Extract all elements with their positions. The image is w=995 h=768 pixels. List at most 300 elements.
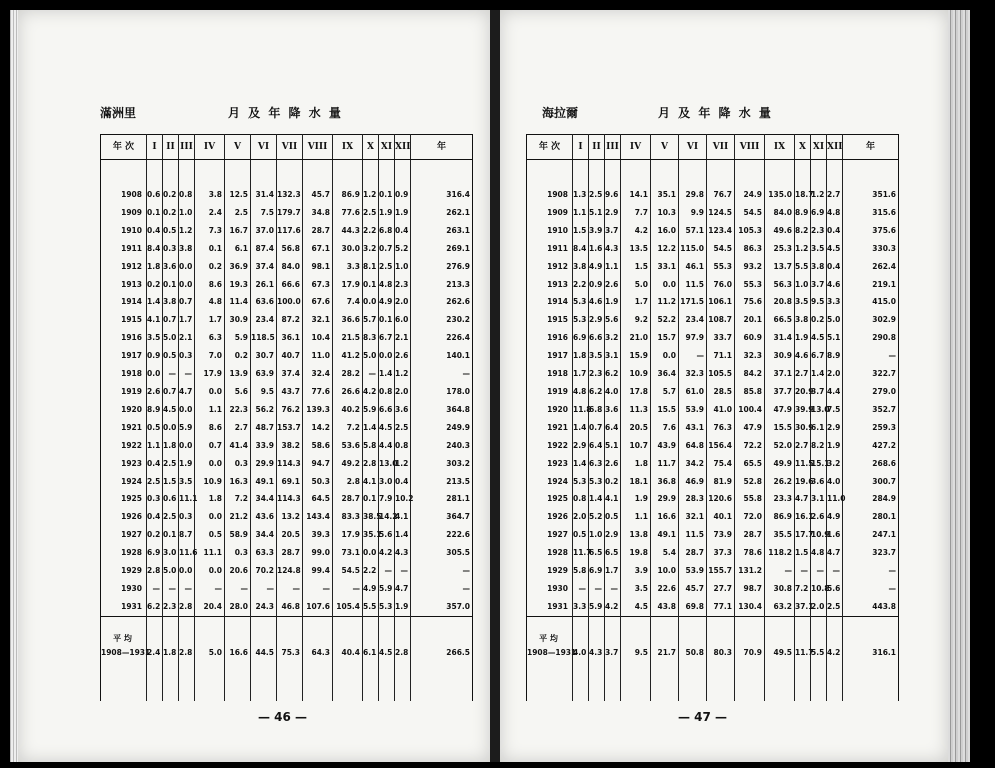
value-cell: 5.4 xyxy=(651,544,679,562)
average-value: 50.8 xyxy=(679,643,707,663)
value-cell: 5.3 xyxy=(573,293,589,311)
spacer-cell xyxy=(843,160,899,187)
value-cell: 28.7 xyxy=(277,544,303,562)
value-cell: 123.4 xyxy=(707,222,735,240)
table-row xyxy=(101,329,473,347)
average-value: 5.5 xyxy=(811,643,827,663)
value-cell: 50.3 xyxy=(303,473,333,491)
value-cell: 8.9 xyxy=(147,401,163,419)
value-cell: 31.4 xyxy=(251,186,277,204)
year-cell: 1922 xyxy=(101,437,147,455)
spacer-cell xyxy=(179,616,195,633)
value-cell: 17.7 xyxy=(795,526,811,544)
value-cell: 28.5 xyxy=(707,383,735,401)
column-header: 年 xyxy=(843,135,899,160)
value-cell: 7.9 xyxy=(379,490,395,508)
value-cell: 269.1 xyxy=(411,240,473,258)
spacer-cell xyxy=(573,616,589,633)
table-row xyxy=(101,293,473,311)
value-cell: 36.4 xyxy=(651,365,679,383)
value-cell: 3.0 xyxy=(163,544,179,562)
value-cell: 98.7 xyxy=(735,580,765,598)
value-cell: 32.3 xyxy=(679,365,707,383)
average-value: 1.8 xyxy=(163,643,179,663)
value-cell: 0.5 xyxy=(163,222,179,240)
value-cell: 8.9 xyxy=(827,347,843,365)
year-cell: 1930 xyxy=(527,580,573,598)
year-cell: 1927 xyxy=(527,526,573,544)
value-cell: 11.7 xyxy=(573,544,589,562)
spacer-cell xyxy=(225,616,251,633)
value-cell: 1.9 xyxy=(621,490,651,508)
value-cell: 3.7 xyxy=(605,222,621,240)
value-cell: 28.2 xyxy=(333,365,363,383)
average-value: 4.2 xyxy=(827,643,843,663)
value-cell: 32.1 xyxy=(303,311,333,329)
value-cell: 2.3 xyxy=(395,276,411,294)
value-cell: 115.0 xyxy=(679,240,707,258)
value-cell: 105.4 xyxy=(333,598,363,616)
value-cell: 0.3 xyxy=(163,240,179,258)
value-cell: 3.5 xyxy=(795,293,811,311)
value-cell: 0.3 xyxy=(225,455,251,473)
table-row xyxy=(527,473,899,491)
value-cell: 0.0 xyxy=(651,276,679,294)
value-cell: 2.7 xyxy=(795,437,811,455)
column-header: 年 次 xyxy=(527,135,573,160)
value-cell: 322.7 xyxy=(843,365,899,383)
year-cell: 1913 xyxy=(527,276,573,294)
value-cell: 1.9 xyxy=(395,204,411,222)
spacer-cell xyxy=(651,633,679,643)
spacer-cell xyxy=(379,663,395,701)
value-cell: 4.1 xyxy=(395,508,411,526)
value-cell: 58.6 xyxy=(303,437,333,455)
table-row xyxy=(527,329,899,347)
value-cell: 118.5 xyxy=(251,329,277,347)
value-cell: 443.8 xyxy=(843,598,899,616)
value-cell: 8.4 xyxy=(573,240,589,258)
value-cell: 0.2 xyxy=(163,186,179,204)
value-cell: 15.1 xyxy=(811,455,827,473)
value-cell: 4.5 xyxy=(379,419,395,437)
spacer-cell xyxy=(795,663,811,701)
value-cell: 47.9 xyxy=(765,401,795,419)
value-cell: 8.2 xyxy=(795,222,811,240)
value-cell: 3.6 xyxy=(811,473,827,491)
value-cell: 2.9 xyxy=(605,526,621,544)
value-cell: 1.5 xyxy=(795,544,811,562)
table-row xyxy=(527,562,899,580)
spacer-cell xyxy=(811,663,827,701)
value-cell: 1.0 xyxy=(589,526,605,544)
value-cell: — xyxy=(411,562,473,580)
value-cell: 4.7 xyxy=(827,544,843,562)
value-cell: 2.2 xyxy=(363,562,379,580)
value-cell: 8.7 xyxy=(179,526,195,544)
value-cell: 0.3 xyxy=(179,508,195,526)
value-cell: — xyxy=(589,580,605,598)
value-cell: 4.5 xyxy=(621,598,651,616)
column-header: VI xyxy=(251,135,277,160)
value-cell: 6.8 xyxy=(379,222,395,240)
value-cell: 11.5 xyxy=(795,455,811,473)
value-cell: 99.0 xyxy=(303,544,333,562)
value-cell: 16.0 xyxy=(651,222,679,240)
value-cell: 98.1 xyxy=(303,258,333,276)
value-cell: 45.7 xyxy=(679,580,707,598)
table-row xyxy=(527,347,899,365)
value-cell: 24.9 xyxy=(735,186,765,204)
year-cell: 1926 xyxy=(101,508,147,526)
value-cell: 4.1 xyxy=(605,490,621,508)
left-page xyxy=(18,10,490,762)
value-cell: 53.9 xyxy=(679,401,707,419)
value-cell: 2.5 xyxy=(395,419,411,437)
spacer-cell xyxy=(765,616,795,633)
table-row xyxy=(101,437,473,455)
value-cell: 0.0 xyxy=(363,293,379,311)
value-cell: 0.1 xyxy=(379,311,395,329)
book-edge-right xyxy=(948,10,970,762)
value-cell: 35.5 xyxy=(765,526,795,544)
value-cell: 3.2 xyxy=(827,455,843,473)
value-cell: 13.7 xyxy=(765,258,795,276)
year-cell: 1921 xyxy=(101,419,147,437)
value-cell: 118.2 xyxy=(765,544,795,562)
value-cell: 37.3 xyxy=(707,544,735,562)
year-cell: 1908 xyxy=(527,186,573,204)
value-cell: 171.5 xyxy=(679,293,707,311)
value-cell: 28.7 xyxy=(735,526,765,544)
value-cell: 14.1 xyxy=(621,186,651,204)
value-cell: 7.5 xyxy=(827,401,843,419)
year-cell: 1928 xyxy=(527,544,573,562)
value-cell: 2.8 xyxy=(179,598,195,616)
value-cell: 9.2 xyxy=(621,311,651,329)
year-cell: 1912 xyxy=(527,258,573,276)
value-cell: 41.4 xyxy=(225,437,251,455)
value-cell: 284.9 xyxy=(843,490,899,508)
spacer-cell xyxy=(179,160,195,187)
spacer-cell xyxy=(303,633,333,643)
value-cell: 1.3 xyxy=(573,186,589,204)
column-header: XI xyxy=(379,135,395,160)
value-cell: 2.6 xyxy=(811,508,827,526)
value-cell: 3.5 xyxy=(621,580,651,598)
value-cell: 28.3 xyxy=(679,490,707,508)
spacer-cell xyxy=(147,616,163,633)
value-cell: 130.4 xyxy=(735,598,765,616)
value-cell: 1.2 xyxy=(395,455,411,473)
value-cell: 3.3 xyxy=(573,598,589,616)
spacer-cell xyxy=(277,160,303,187)
value-cell: 28.7 xyxy=(303,222,333,240)
spacer-cell xyxy=(605,633,621,643)
spacer-cell xyxy=(811,616,827,633)
table-row xyxy=(527,598,899,616)
value-cell: 240.3 xyxy=(411,437,473,455)
value-cell: 11.4 xyxy=(225,293,251,311)
value-cell: 290.8 xyxy=(843,329,899,347)
average-separator xyxy=(527,616,899,633)
value-cell: 12.2 xyxy=(651,240,679,258)
table-row xyxy=(527,258,899,276)
spacer-cell xyxy=(163,663,179,701)
value-cell: 117.6 xyxy=(277,222,303,240)
value-cell: 0.2 xyxy=(225,347,251,365)
value-cell: 0.1 xyxy=(363,490,379,508)
year-cell: 1923 xyxy=(101,455,147,473)
value-cell: 0.4 xyxy=(147,508,163,526)
value-cell: 36.1 xyxy=(277,329,303,347)
value-cell: 4.6 xyxy=(795,347,811,365)
value-cell: 6.3 xyxy=(589,455,605,473)
value-cell: 36.9 xyxy=(225,258,251,276)
year-cell: 1920 xyxy=(527,401,573,419)
table-title: 月 及 年 降 水 量 xyxy=(658,106,773,120)
value-cell: 5.2 xyxy=(395,240,411,258)
value-cell: 11.0 xyxy=(303,347,333,365)
value-cell: 5.8 xyxy=(363,437,379,455)
spacer-cell xyxy=(251,633,277,643)
value-cell: 55.3 xyxy=(707,258,735,276)
value-cell: 84.0 xyxy=(765,204,795,222)
table-row xyxy=(101,222,473,240)
value-cell: 1.0 xyxy=(395,258,411,276)
value-cell: 0.2 xyxy=(811,311,827,329)
value-cell: 52.8 xyxy=(735,473,765,491)
value-cell: 1.8 xyxy=(621,455,651,473)
value-cell: 0.1 xyxy=(163,526,179,544)
value-cell: 4.8 xyxy=(573,383,589,401)
value-cell: 364.8 xyxy=(411,401,473,419)
average-value: 4.5 xyxy=(379,643,395,663)
value-cell: 1.7 xyxy=(195,311,225,329)
value-cell: 6.2 xyxy=(589,383,605,401)
value-cell: 29.8 xyxy=(679,186,707,204)
table-row xyxy=(101,204,473,222)
value-cell: 1.4 xyxy=(573,455,589,473)
value-cell: 10.7 xyxy=(621,437,651,455)
value-cell: 2.2 xyxy=(363,222,379,240)
table-row xyxy=(527,365,899,383)
value-cell: 0.0 xyxy=(195,508,225,526)
value-cell: 156.4 xyxy=(707,437,735,455)
value-cell: 3.0 xyxy=(379,473,395,491)
spacer-cell xyxy=(303,663,333,701)
year-cell: 1916 xyxy=(527,329,573,347)
year-cell: 1919 xyxy=(527,383,573,401)
value-cell: 213.5 xyxy=(411,473,473,491)
year-cell: 1918 xyxy=(527,365,573,383)
value-cell: 11.8 xyxy=(573,401,589,419)
value-cell: 49.9 xyxy=(765,455,795,473)
value-cell: 0.1 xyxy=(363,276,379,294)
value-cell: 1.5 xyxy=(163,473,179,491)
average-value: 70.9 xyxy=(735,643,765,663)
value-cell: 3.9 xyxy=(621,562,651,580)
value-cell: 6.1 xyxy=(811,419,827,437)
value-cell: 0.0 xyxy=(147,365,163,383)
spacer-cell xyxy=(333,633,363,643)
spacer-cell xyxy=(251,160,277,187)
value-cell: 364.7 xyxy=(411,508,473,526)
value-cell: — xyxy=(333,580,363,598)
table-row xyxy=(101,544,473,562)
value-cell: 19.8 xyxy=(621,544,651,562)
value-cell: 76.3 xyxy=(707,419,735,437)
spacer-cell xyxy=(573,633,589,643)
value-cell: 6.9 xyxy=(573,329,589,347)
value-cell: 36.6 xyxy=(333,311,363,329)
value-cell: 84.2 xyxy=(735,365,765,383)
value-cell: 76.0 xyxy=(707,276,735,294)
value-cell: 2.5 xyxy=(827,598,843,616)
value-cell: 54.5 xyxy=(707,240,735,258)
value-cell: 5.6 xyxy=(827,580,843,598)
value-cell: 2.7 xyxy=(225,419,251,437)
value-cell: 2.6 xyxy=(605,455,621,473)
value-cell: 13.5 xyxy=(621,240,651,258)
value-cell: 20.6 xyxy=(225,562,251,580)
value-cell: 2.0 xyxy=(573,508,589,526)
value-cell: 106.1 xyxy=(707,293,735,311)
spacer-cell xyxy=(735,160,765,187)
value-cell: 3.2 xyxy=(605,329,621,347)
table-row xyxy=(101,580,473,598)
value-cell: 124.8 xyxy=(277,562,303,580)
value-cell: 5.9 xyxy=(379,580,395,598)
value-cell: 60.9 xyxy=(735,329,765,347)
spacer-cell xyxy=(707,663,735,701)
year-cell: 1909 xyxy=(101,204,147,222)
column-header: VIII xyxy=(303,135,333,160)
value-cell: 17.8 xyxy=(621,383,651,401)
spacer-cell xyxy=(679,616,707,633)
value-cell: 14.2 xyxy=(303,419,333,437)
spacer-cell xyxy=(621,663,651,701)
value-cell: 5.9 xyxy=(225,329,251,347)
column-header: III xyxy=(179,135,195,160)
value-cell: 32.3 xyxy=(735,347,765,365)
value-cell: 3.2 xyxy=(363,240,379,258)
value-cell: 20.5 xyxy=(277,526,303,544)
value-cell: 1.6 xyxy=(827,526,843,544)
value-cell: 64.8 xyxy=(679,437,707,455)
value-cell: 3.8 xyxy=(195,186,225,204)
table-row xyxy=(101,240,473,258)
value-cell: 263.1 xyxy=(411,222,473,240)
value-cell: 93.2 xyxy=(735,258,765,276)
value-cell: 54.5 xyxy=(333,562,363,580)
value-cell: 34.4 xyxy=(251,526,277,544)
value-cell: 3.8 xyxy=(811,258,827,276)
value-cell: 7.6 xyxy=(651,419,679,437)
value-cell: 262.6 xyxy=(411,293,473,311)
value-cell: 114.3 xyxy=(277,490,303,508)
spacer-cell xyxy=(163,616,179,633)
value-cell: 8.4 xyxy=(147,240,163,258)
value-cell: 1.9 xyxy=(605,293,621,311)
average-value: 9.5 xyxy=(621,643,651,663)
year-cell: 1910 xyxy=(527,222,573,240)
value-cell: 8.6 xyxy=(195,276,225,294)
value-cell: 97.9 xyxy=(679,329,707,347)
value-cell: 262.1 xyxy=(411,204,473,222)
spacer-cell xyxy=(765,160,795,187)
table-row xyxy=(527,419,899,437)
value-cell: 4.0 xyxy=(605,383,621,401)
average-value: 11.7 xyxy=(795,643,811,663)
value-cell: 76.2 xyxy=(277,401,303,419)
value-cell: 25.3 xyxy=(765,240,795,258)
value-cell: 316.4 xyxy=(411,186,473,204)
value-cell: 5.0 xyxy=(163,329,179,347)
value-cell: 10.3 xyxy=(651,204,679,222)
value-cell: 3.7 xyxy=(811,383,827,401)
value-cell: 15.9 xyxy=(621,347,651,365)
value-cell: 38.5 xyxy=(363,508,379,526)
spacer-cell xyxy=(101,616,147,633)
column-header: IV xyxy=(195,135,225,160)
value-cell: 0.7 xyxy=(163,383,179,401)
value-cell: 77.1 xyxy=(707,598,735,616)
value-cell: 1.7 xyxy=(179,311,195,329)
value-cell: 73.9 xyxy=(707,526,735,544)
value-cell: 4.7 xyxy=(795,490,811,508)
value-cell: 30.7 xyxy=(251,347,277,365)
value-cell: 5.3 xyxy=(573,473,589,491)
value-cell: 15.5 xyxy=(651,401,679,419)
value-cell: 3.7 xyxy=(811,276,827,294)
value-cell: 33.9 xyxy=(251,437,277,455)
page-number: — 46 — xyxy=(258,710,308,724)
year-cell: 1911 xyxy=(527,240,573,258)
value-cell: 222.6 xyxy=(411,526,473,544)
value-cell: — xyxy=(251,580,277,598)
spacer-cell xyxy=(195,633,225,643)
value-cell: 2.0 xyxy=(811,598,827,616)
value-cell: 43.8 xyxy=(651,598,679,616)
value-cell: 11.0 xyxy=(827,490,843,508)
value-cell: — xyxy=(843,580,899,598)
value-cell: 7.2 xyxy=(795,580,811,598)
spacer-cell xyxy=(101,160,147,187)
year-cell: 1931 xyxy=(527,598,573,616)
value-cell: 81.9 xyxy=(707,473,735,491)
value-cell: 43.6 xyxy=(251,508,277,526)
average-row xyxy=(101,643,473,663)
spacer-cell xyxy=(827,160,843,187)
value-cell: 13.8 xyxy=(621,526,651,544)
value-cell: 15.5 xyxy=(765,419,795,437)
value-cell: 5.3 xyxy=(379,598,395,616)
value-cell: 33.7 xyxy=(707,329,735,347)
value-cell: 0.5 xyxy=(163,347,179,365)
column-header: XII xyxy=(395,135,411,160)
value-cell: 1.1 xyxy=(573,204,589,222)
value-cell: 375.6 xyxy=(843,222,899,240)
value-cell: 4.5 xyxy=(827,240,843,258)
value-cell: 0.4 xyxy=(395,473,411,491)
value-cell: 37.1 xyxy=(795,598,811,616)
spacer-row xyxy=(527,663,899,701)
value-cell: 139.3 xyxy=(303,401,333,419)
spacer-cell xyxy=(827,663,843,701)
value-cell: 7.2 xyxy=(333,419,363,437)
spacer-cell xyxy=(195,160,225,187)
